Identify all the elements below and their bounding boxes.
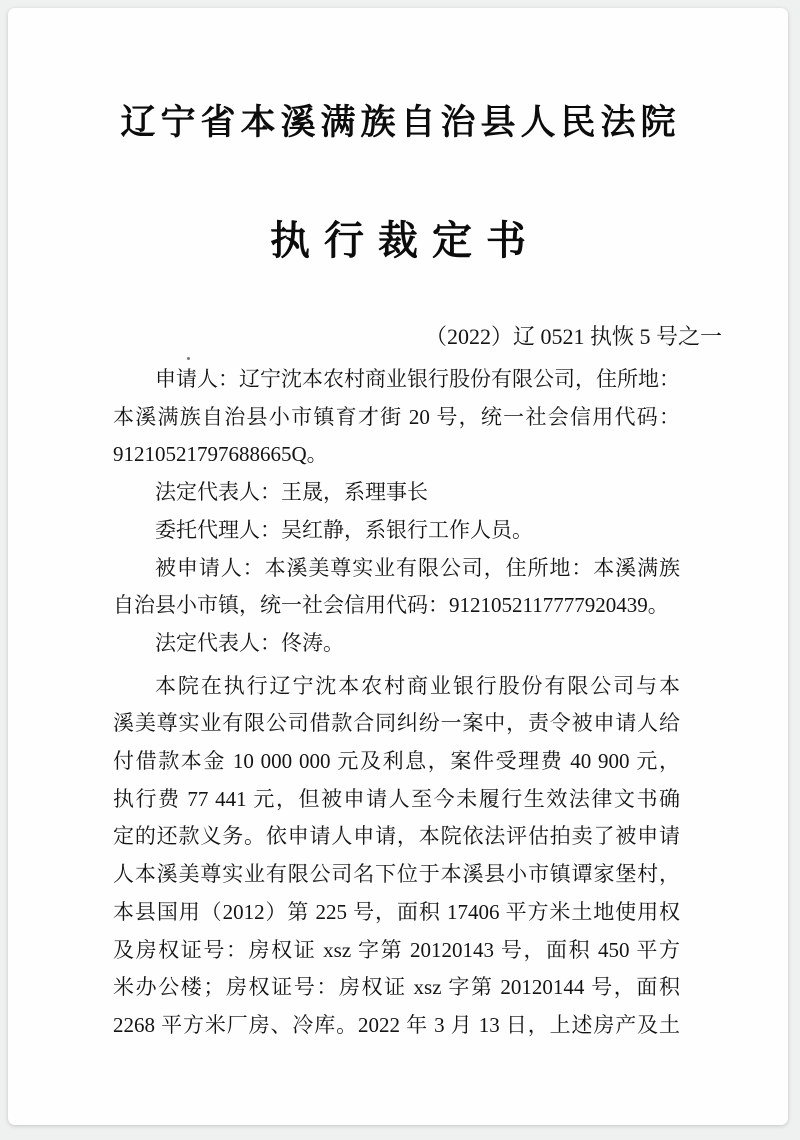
text-line: 法定代表人：佟涛。 — [155, 630, 344, 655]
scan-speck-artifact — [187, 357, 190, 360]
text-line: 溪美尊实业有限公司借款合同纠纷一案中，责令被申请人给 — [113, 711, 680, 736]
text-line: 本院在执行辽宁沈本农村商业银行股份有限公司与本 — [155, 673, 680, 698]
text-line: 执行费 77 441 元，但被申请人至今未履行生效法律文书确 — [113, 786, 680, 811]
text-line: 定的还款义务。依申请人申请，本院依法评估拍卖了被申请 — [113, 824, 680, 849]
text-line: 自治县小市镇，统一社会信用代码：9121052117777920439。 — [113, 593, 669, 618]
court-name: 辽宁省本溪满族自治县人民法院 — [120, 103, 681, 142]
text-line: 委托代理人：吴红静，系银行工作人员。 — [155, 517, 533, 542]
document-page — [8, 8, 788, 1125]
text-line: 及房权证号：房权证 xsz 字第 20120143 号，面积 450 平方 — [113, 937, 680, 962]
text-line: 91210521797688665Q。 — [113, 442, 328, 467]
text-line: 人本溪美尊实业有限公司名下位于本溪县小市镇谭家堡村， — [113, 862, 680, 887]
text-line: 本县国用（2012）第 225 号，面积 17406 平方米土地使用权 — [113, 899, 680, 924]
case-number: （2022）辽 0521 执恢 5 号之一 — [424, 324, 722, 349]
text-line: 法定代表人：王晟，系理事长 — [155, 480, 428, 505]
text-line: 付借款本金 10 000 000 元及利息，案件受理费 40 900 元， — [113, 749, 680, 774]
document-body — [113, 361, 680, 1045]
document-title: 执行裁定书 — [270, 218, 540, 263]
text-line: 被申请人：本溪美尊实业有限公司，住所地：本溪满族 — [155, 555, 680, 580]
text-line: 米办公楼；房权证号：房权证 xsz 字第 20120144 号，面积 — [113, 975, 680, 1000]
text-line: 2268 平方米厂房、冷库。2022 年 3 月 13 日，上述房产及土 — [113, 1012, 680, 1037]
text-line: 本溪满族自治县小市镇育才街 20 号，统一社会信用代码： — [113, 404, 680, 429]
text-line: 申请人：辽宁沈本农村商业银行股份有限公司，住所地： — [155, 367, 680, 391]
